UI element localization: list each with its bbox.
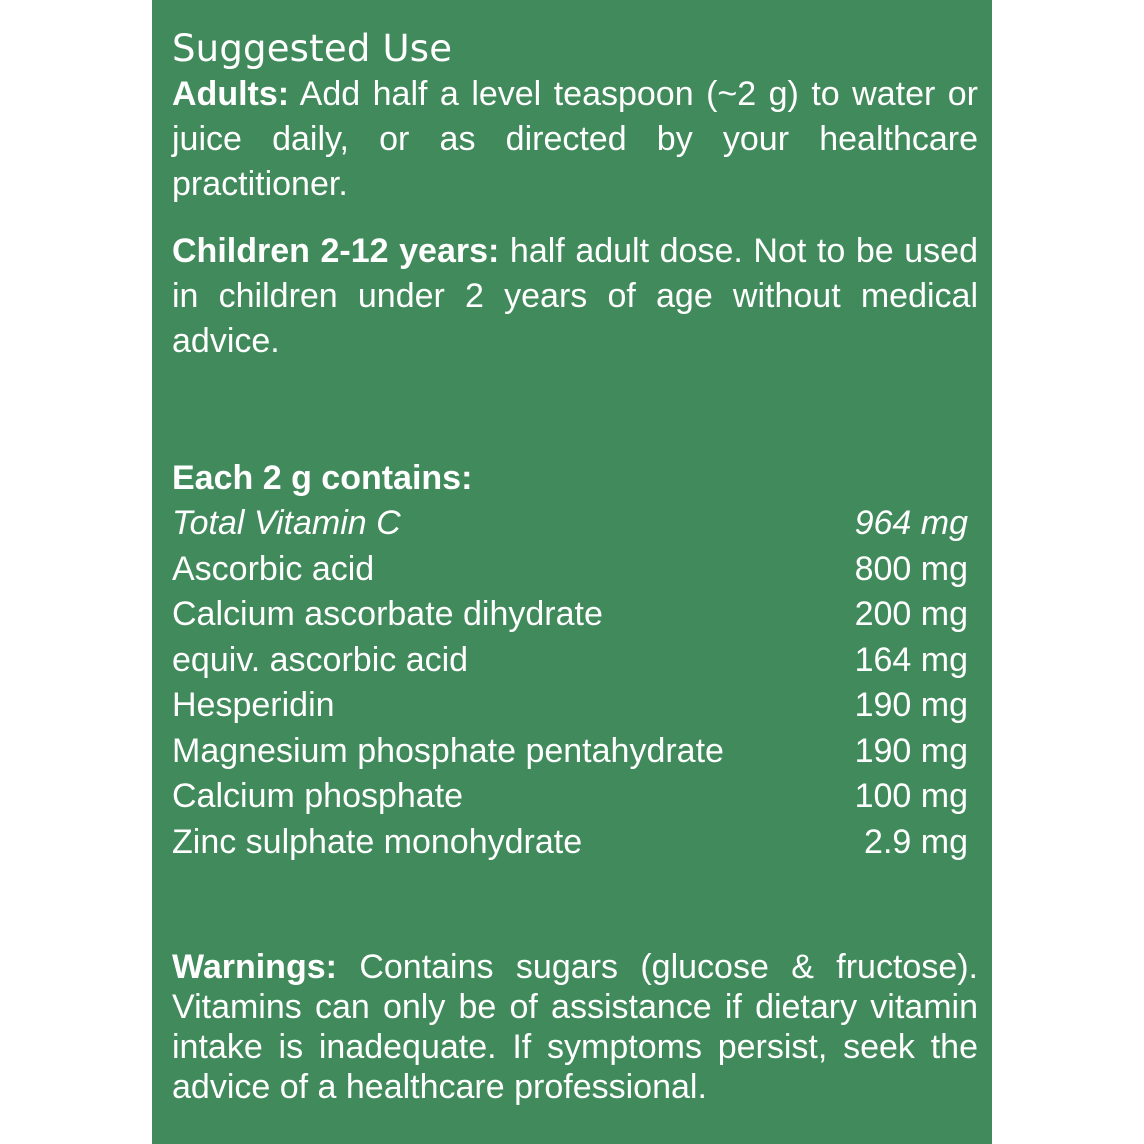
ingredient-name: equiv. ascorbic acid [172, 640, 469, 679]
suggested-use-title: Suggested Use [172, 27, 453, 70]
ingredient-name: Calcium ascorbate dihydrate [172, 595, 603, 633]
ingredient-name: Ascorbic acid [172, 549, 375, 588]
ingredient-row [172, 547, 978, 593]
children-dosage [172, 229, 978, 364]
children-text: half adult dose. Not to be used in children under 2 years of age without medical advice. [172, 232, 979, 360]
product-label-panel [152, 0, 992, 1144]
ingredient-name: Magnesium phosphate pentahydrate [172, 731, 724, 770]
ingredient-amount: 200 mg [854, 595, 968, 633]
ingredient-amount: 2.9 mg [864, 822, 968, 861]
ingredient-amount: 100 mg [854, 777, 968, 815]
ingredient-row [172, 638, 978, 684]
ingredient-row [172, 683, 978, 729]
ingredient-row [172, 501, 978, 547]
warnings-label: Warnings: [172, 948, 337, 986]
children-label: Children 2-12 years: [172, 232, 500, 270]
ingredient-name: Zinc sulphate monohydrate [172, 822, 583, 861]
adults-text: Add half a level teaspoon (~2 g) to water or juice daily, or as directed by your healthcare practitioner. [172, 75, 978, 203]
adults-label: Adults: [172, 75, 290, 113]
ingredient-row [172, 729, 978, 775]
ingredient-row [172, 592, 978, 638]
ingredient-amount: 800 mg [854, 549, 968, 588]
ingredient-name: Calcium phosphate [172, 777, 464, 815]
ingredient-name: Hesperidin [172, 686, 335, 724]
ingredients-table [172, 501, 978, 865]
ingredient-row [172, 820, 978, 866]
ingredient-amount: 964 mg [854, 504, 968, 542]
adults-dosage [172, 72, 978, 207]
warnings-text: Contains sugars (glucose & fructose). Vitamins can only be of assistance if dietary vitamin intake is inadequate. If symptoms persist, seek the advice of a healthcare professional. [172, 948, 978, 1106]
ingredient-amount: 190 mg [854, 686, 968, 724]
ingredient-name: Total Vitamin C [172, 504, 401, 542]
ingredient-amount: 190 mg [854, 731, 968, 770]
contains-heading: Each 2 g contains: [172, 459, 473, 497]
warnings-paragraph [172, 947, 978, 1107]
ingredient-row [172, 774, 978, 820]
label-content [172, 26, 978, 1107]
ingredient-amount: 164 mg [854, 640, 968, 679]
